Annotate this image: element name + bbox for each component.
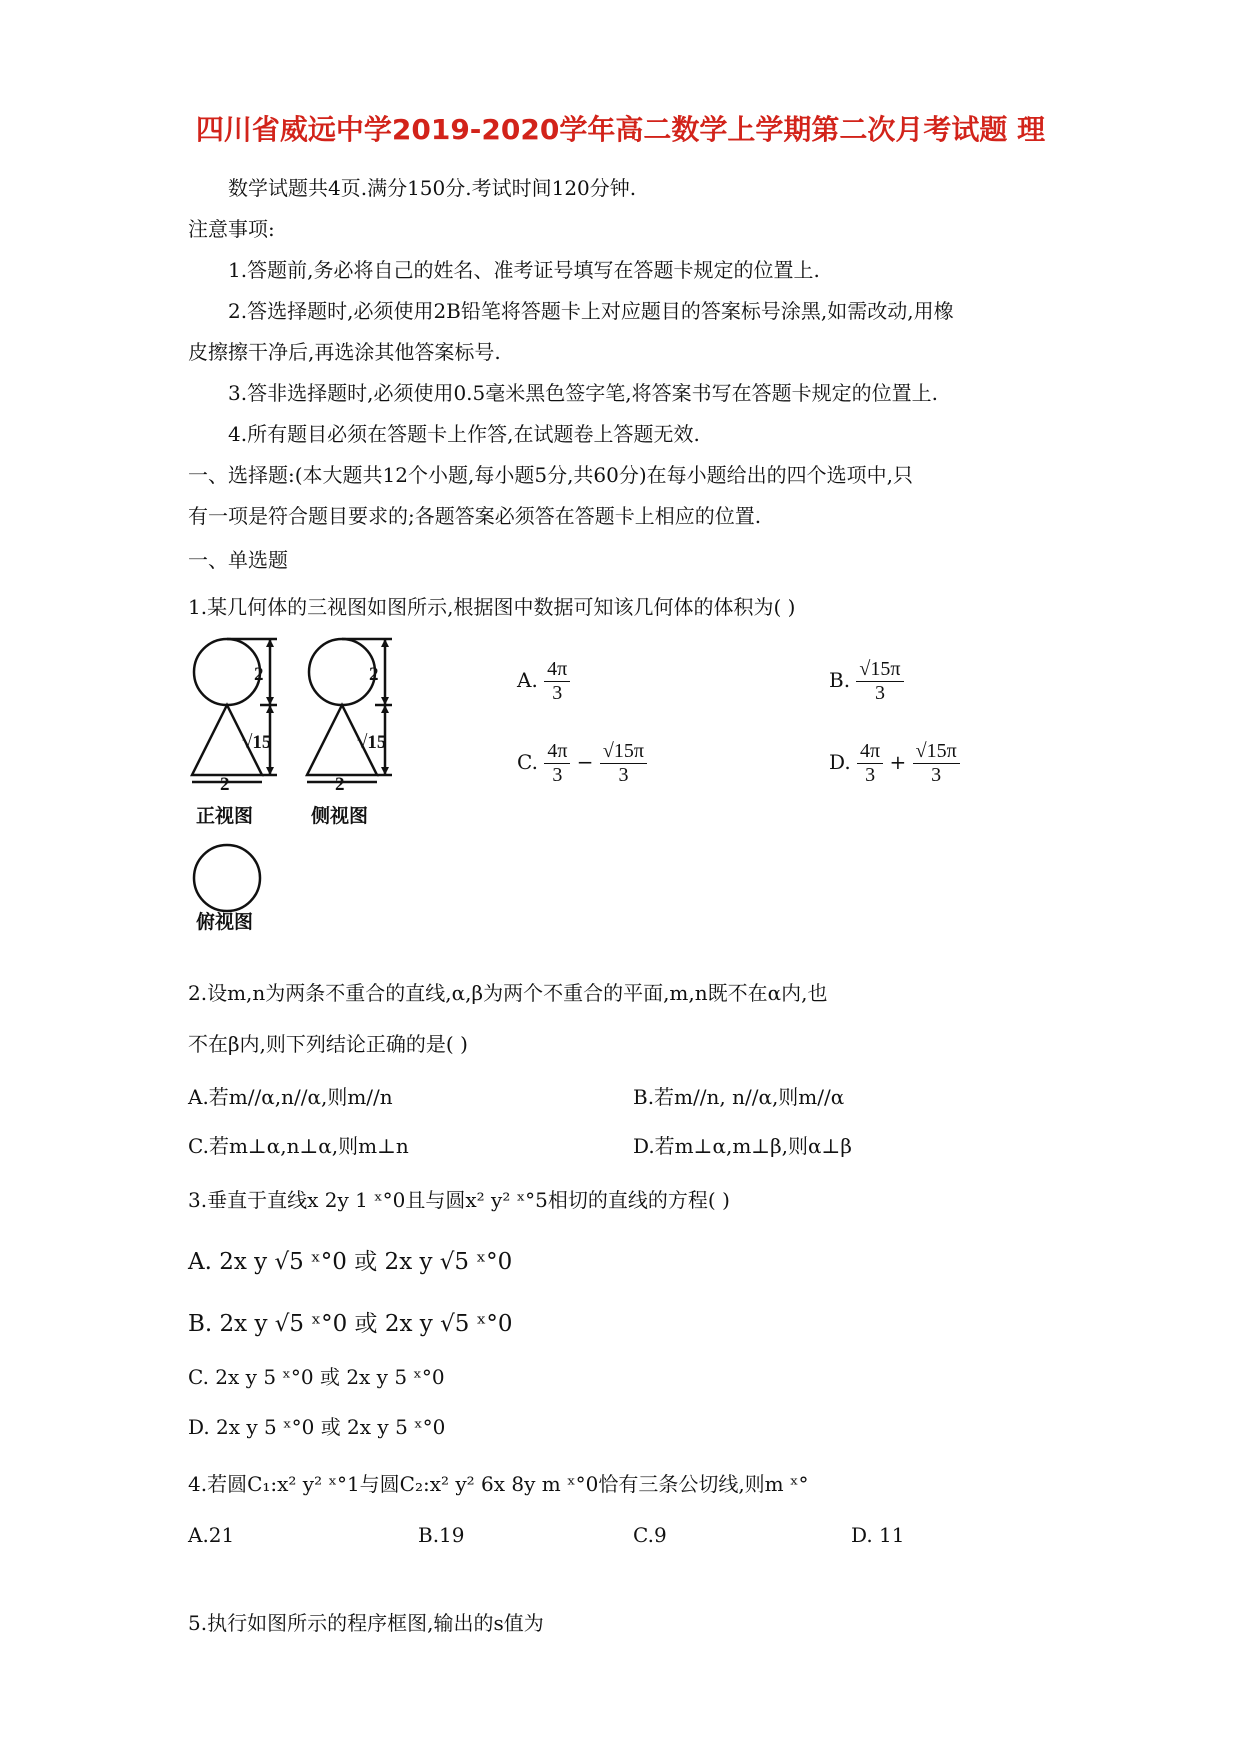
intro-text: 数学试题共4页.满分150分.考试时间120分钟. (228, 176, 637, 200)
question-5-stem: 5.执行如图所示的程序框图,输出的s值为 (188, 1611, 544, 1635)
q3-option-b[interactable]: B. 2x y √5 ˣ°0 或 2x y √5 ˣ°0 (188, 1311, 513, 1337)
dim-label: 2 (254, 664, 264, 685)
q4-option-a[interactable]: A.21 (188, 1523, 235, 1547)
page-title: 四川省威远中学2019-2020学年高二数学上学期第二次月考试题 理 (195, 113, 1046, 146)
q1-option-c[interactable]: C. $\frac{4\pi}{3}$ − $\frac{√15\pi}{3}$ (517, 740, 647, 787)
q1-option-b[interactable]: B. $\frac{√15\pi}{3}$ (829, 658, 904, 705)
section-intro: 有一项是符合题目要求的;各题答案必须答在答题卡上相应的位置. (188, 504, 762, 528)
question-4-stem: 4.若圆C₁:x² y² ˣ°1与圆C₂:x² y² 6x 8y m ˣ°0恰有三条公切线,则m ˣ° (188, 1472, 809, 1496)
three-view-figure (190, 630, 470, 930)
q2-option-a[interactable]: A.若m//α,n//α,则m//n (188, 1085, 393, 1109)
front-view-circle (194, 639, 260, 705)
q3-option-a[interactable]: A. 2x y √5 ˣ°0 或 2x y √5 ˣ°0 (188, 1249, 513, 1275)
section-intro: 一、选择题:(本大题共12个小题,每小题5分,共60分)在每小题给出的四个选项中,只 (188, 463, 914, 487)
dim-label: √15 (357, 732, 387, 753)
q3-option-c[interactable]: C. 2x y 5 ˣ°0 或 2x y 5 ˣ°0 (188, 1365, 445, 1389)
top-view-caption: 俯视图 (196, 911, 254, 933)
notice-item: 3.答非选择题时,必须使用0.5毫米黑色签字笔,将答案书写在答题卡规定的位置上. (228, 381, 938, 405)
front-view-caption: 正视图 (196, 805, 254, 827)
q4-option-b[interactable]: B.19 (418, 1523, 465, 1547)
question-1-stem: 1.某几何体的三视图如图所示,根据图中数据可知该几何体的体积为( ) (188, 595, 796, 619)
dim-label: 2 (369, 664, 379, 685)
q2-option-d[interactable]: D.若m⊥α,m⊥β,则α⊥β (633, 1134, 852, 1158)
notice-heading: 注意事项: (188, 217, 275, 241)
q1-option-a[interactable]: A. $\frac{4\pi}{3}$ (517, 658, 570, 705)
q4-option-d[interactable]: D. 11 (851, 1523, 905, 1547)
notice-item: 1.答题前,务必将自己的姓名、准考证号填写在答题卡规定的位置上. (228, 258, 820, 282)
q1-option-d[interactable]: D. $\frac{4\pi}{3}$ + $\frac{√15\pi}{3}$ (829, 740, 960, 787)
q2-option-c[interactable]: C.若m⊥α,n⊥α,则m⊥n (188, 1134, 409, 1158)
dim-label: 2 (335, 774, 345, 795)
q2-option-b[interactable]: B.若m//n, n//α,则m//α (633, 1085, 845, 1109)
q4-option-c[interactable]: C.9 (633, 1523, 667, 1547)
side-view-caption: 侧视图 (311, 805, 369, 827)
dim-label: √15 (242, 732, 272, 753)
side-view-circle (309, 639, 375, 705)
q3-option-d[interactable]: D. 2x y 5 ˣ°0 或 2x y 5 ˣ°0 (188, 1415, 446, 1439)
question-3-stem: 3.垂直于直线x 2y 1 ˣ°0且与圆x² y² ˣ°5相切的直线的方程( ) (188, 1188, 730, 1212)
section-heading: 一、单选题 (188, 548, 288, 572)
notice-item: 皮擦擦干净后,再选涂其他答案标号. (188, 340, 501, 364)
top-view-circle (194, 845, 260, 911)
question-2-stem: 2.设m,n为两条不重合的直线,α,β为两个不重合的平面,m,n既不在α内,也 (188, 981, 828, 1005)
notice-item: 4.所有题目必须在答题卡上作答,在试题卷上答题无效. (228, 422, 700, 446)
dim-label: 2 (220, 774, 230, 795)
question-2-stem: 不在β内,则下列结论正确的是( ) (188, 1032, 468, 1056)
notice-item: 2.答选择题时,必须使用2B铅笔将答题卡上对应题目的答案标号涂黑,如需改动,用橡 (228, 299, 954, 323)
